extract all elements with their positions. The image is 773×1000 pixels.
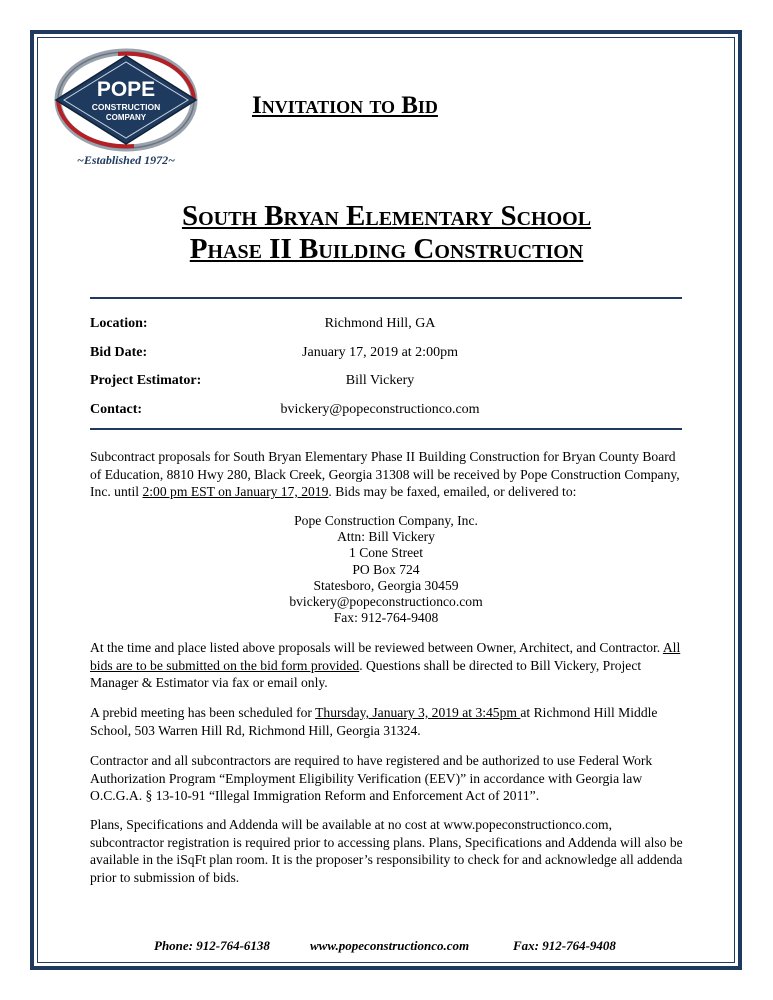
page-title: Invitation to Bid (252, 92, 438, 119)
pope-construction-logo (48, 48, 204, 168)
logo-subtitle-2: COMPANY (105, 113, 147, 122)
paragraph-eev: Contractor and all subcontractors are required to have registered and be authorized to use Federal Work Authorization Program “Employment Eligibility Verification (EEV)” in accordance with Georgia law O.C.G.A. § 13-10-91 “Illegal Immigration Reform and Enforcement Act of 2011”. (90, 753, 653, 803)
address-line: 1 Cone Street (349, 545, 423, 561)
project-title-line-1: South Bryan Elementary School (181, 200, 592, 232)
address-line: bvickery@popeconstructionco.com (289, 594, 483, 610)
address-line: Statesboro, Georgia 30459 (313, 577, 459, 593)
address-line: Pope Construction Company, Inc. (294, 513, 478, 528)
info-label: Contact: (90, 402, 143, 417)
paragraph-proposals: Subcontract proposals for South Bryan Elementary Phase II Building Construction for Bryan County Board of Education, 8810 Hwy 280, Black Creek, Georgia 31308 will be received by Pope Construction Company, Inc. until 2:00 pm EST on January 17, 2019. Bids may be faxed, emailed, or delivered to: (90, 449, 680, 499)
paragraph-plans: Plans, Specifications and Addenda will be available at no cost at www.popeconstructionco.com, subcontractor registration is required prior to accessing plans. Plans, Specifications and Addenda will also be available in the iSqFt plan room. It is the proposer’s responsibility to check for and acknowledge all addenda prior to submission of bids. (90, 817, 683, 885)
footer-phone: Phone: 912-764-6138 (154, 938, 270, 953)
info-label: Location: (90, 316, 148, 331)
divider-top (90, 297, 682, 299)
project-title-line-2: Phase II Building Construction (189, 233, 584, 265)
footer-website: www.popeconstructionco.com (310, 938, 470, 953)
info-row-estimator (90, 373, 682, 393)
info-row-contact (90, 402, 682, 422)
info-value: bvickery@popeconstructionco.com (280, 402, 480, 417)
info-row-location (90, 316, 682, 336)
info-value: January 17, 2019 at 2:00pm (302, 345, 458, 360)
delivery-address (190, 513, 582, 626)
footer-fax: Fax: 912-764-9408 (513, 938, 616, 953)
info-label: Project Estimator: (90, 373, 202, 388)
address-line: Fax: 912-764-9408 (333, 610, 439, 626)
info-row-bid-date (90, 345, 682, 365)
deadline-text: 2:00 pm EST on January 17, 2019 (142, 484, 329, 499)
logo-subtitle-1: CONSTRUCTION (91, 102, 161, 112)
address-line: Attn: Bill Vickery (337, 529, 435, 545)
logo-tagline: ~Established 1972~ (76, 153, 176, 167)
paragraph-review: At the time and place listed above proposals will be reviewed between Owner, Architect, and Contractor. All bids are to be submitted on the bid form provided. Questions shall be directed to Bill Vickery, Project Manager & Estimator via fax or email only. (90, 640, 681, 690)
logo-name: POPE (96, 78, 156, 101)
divider-bottom (90, 428, 682, 430)
info-label: Bid Date: (90, 345, 148, 360)
paragraph-prebid-meeting: A prebid meeting has been scheduled for Thursday, January 3, 2019 at 3:45pm at Richmond Hill Middle School, 503 Warren Hill Rd, Richmond Hill, Georgia 31324. (90, 705, 658, 738)
prebid-date: Thursday, January 3, 2019 at 3:45pm (315, 705, 521, 720)
bid-form-notice: All bids are to be submitted on the bid form provided (90, 640, 681, 673)
address-line: PO Box 724 (352, 561, 420, 577)
info-value: Richmond Hill, GA (324, 316, 436, 331)
info-value: Bill Vickery (345, 373, 415, 388)
